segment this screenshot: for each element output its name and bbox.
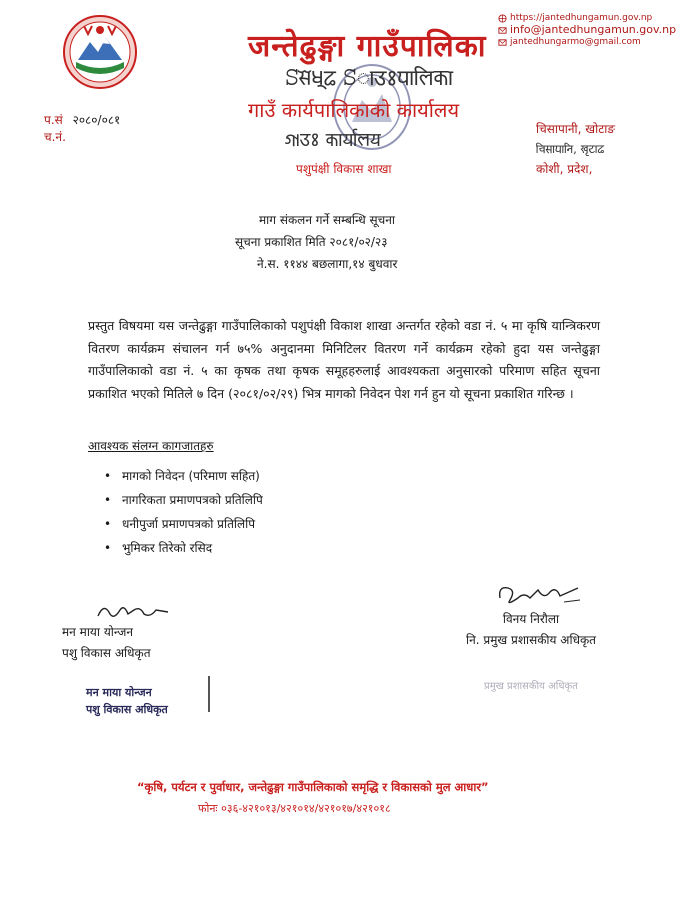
reference-block [44,112,120,146]
office-name-newa: 𑐐𑐵𑐄𑑅 𑐎𑐵𑐬𑑂𑐫𑐵𑐮𑐫 [285,129,381,151]
stamp-left-name: मन माया योन्जन [86,686,152,699]
ref-no-value: २०८०/०८१ [72,113,121,127]
requirements-title: आवश्यक संलग्न कागजातहरु [88,439,214,453]
email-icon [498,26,507,35]
email2-row [498,36,676,48]
signatory-right [452,609,610,651]
contact-block [498,12,676,48]
notice-body: प्रस्तुत विषयमा यस जन्तेढुङ्गा गाउँपालिकाको पशुपंक्षी विकाश शाखा अन्तर्गत रहेको वडा नं. ५ मा कृषि यान्त्रिकरण वितरण कार्यक्रम संचालन गर्न ७५% अनुदानमा मिनिटिलर वितरण गर्ने कार्यक्रम रहेको हुदा यस जन्तेढुङ्गा गाउँपालिकाको वडा नं. ५ का कृषक तथा कृषक समूहहरुलाई आवश्यकता अनुसारको परिमाण सहित सूचना प्रकाशित भएको मितिले ७ दिन (२०८१/०२/२९) भित्र मागको निवेदन पेश गर्न हुन यो सूचना प्रकाशित गरिन्छ । [88,318,600,401]
signatory-left [62,622,151,664]
signature-left-icon [94,600,174,622]
email-link-secondary[interactable]: jantedhungarmo@gmail.com [510,37,641,47]
email-icon [498,38,507,47]
government-emblem-icon [62,14,138,90]
office-name: गाउँ कार्यपालिकाको कार्यालय [248,98,460,122]
ref-no-label: प.सं [44,113,63,127]
globe-icon [498,14,507,23]
list-item: • मागको निवेदन (परिमाण सहित) [104,464,263,488]
branch-name: पशुपंक्षी विकास शाखा [296,162,392,176]
signatory-left-designation: पशु विकास अधिकृत [62,646,151,660]
footer-phone: फोनः ०३६-४२१०१३/४२१०१४/४२१०१७/४२१०१८ [198,802,391,815]
stamp-left-designation: पशु विकास अधिकृत [86,703,168,716]
notice-subject: माग संकलन गर्ने सम्बन्धि सूचना [259,213,396,227]
stamp-left [86,684,168,718]
address-block [536,119,615,179]
address-line-3: कोशी, प्रदेश, [536,162,593,176]
signatory-right-designation: नि. प्रमुख प्रशासकीय अधिकृत [465,633,597,647]
list-item: • नागरिकता प्रमाणपत्रको प्रतिलिपि [104,488,263,512]
email-link-primary[interactable]: info@jantedhungamun.gov.np [510,23,677,36]
municipality-name: जन्तेढुङ्गा गाउँपालिका [248,29,487,64]
municipality-name-newa: ꕶ𑐳𑐾𑐢𑐸𑐒 ꕶ𑐵𑐄𑑅𑐥𑐵𑐮𑐶𑐎𑐵 [285,66,454,91]
address-line-1: चिसापानी, खोटाङ [536,122,615,136]
dispatch-no-label: च.नं. [44,130,66,144]
requirements-list [104,464,263,560]
list-item: • भुमिकर तिरेको रसिद [104,536,263,560]
notice-header [235,209,397,275]
stamp-right: प्रमुख प्रशासकीय अधिकृत [484,681,578,692]
footer-slogan: “कृषि, पर्यटन र पुर्वाधार, जन्तेढुङ्गा गाउँपालिकाको समृद्धि र विकासको मुल आधार” [137,780,489,794]
email1-row [498,24,676,36]
notice-published-date: सूचना प्रकाशित मिति २०८१/०२/२३ [235,235,388,249]
list-item: • धनीपुर्जा प्रमाणपत्रको प्रतिलिपि [104,512,263,536]
notice-nepal-sambat: ने.स. ११४४ बछलागा,१४ बुधवार [257,257,398,271]
signatory-right-name: विनय निरौला [502,612,560,626]
signatory-left-name: मन माया योन्जन [62,625,134,639]
stamp-divider [208,676,210,712]
address-line-2: 𑐔𑐶𑐳𑐵𑐥𑐵𑐣𑐶, 𑐏𑐺𑐚𑐵𑐒 [536,142,605,156]
signature-right-icon [494,580,584,608]
website-link[interactable]: https://jantedhungamun.gov.np [510,13,653,23]
